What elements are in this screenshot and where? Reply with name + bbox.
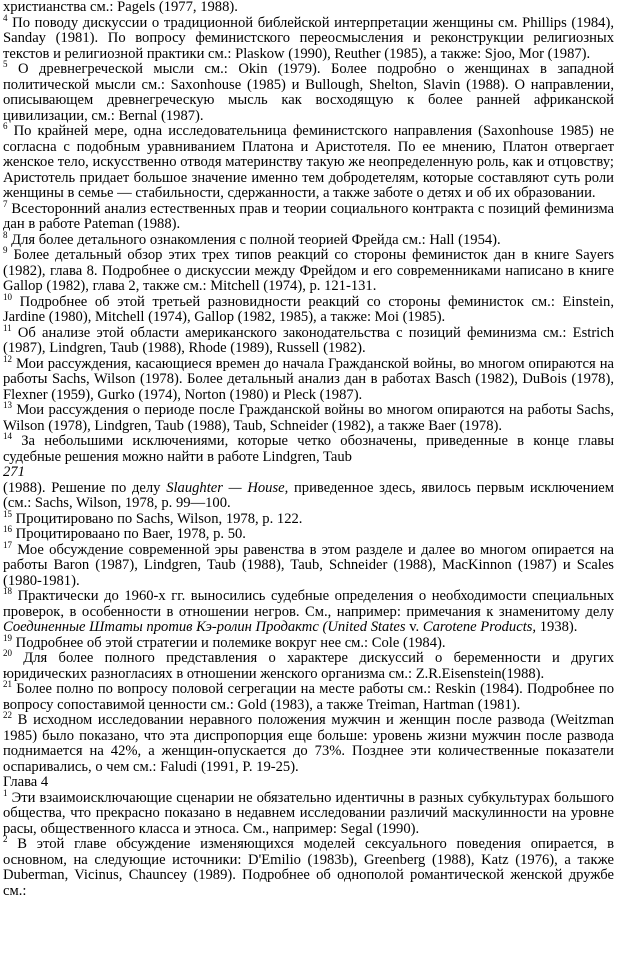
page-number: 271 (3, 464, 25, 480)
footnote-number: 2 (3, 834, 8, 844)
footnote-number: 19 (3, 632, 12, 643)
footnote-text: Подробнее об этой третьей разновидности реакций со стороны феминисток см.: Einstein, Jardine (1980), Mitchell (1974), Gallop (1982, 1985), а также: Moi (1985). (3, 293, 614, 325)
footnote-text: Мои рассуждения, касающиеся времен до начала Гражданской войны, во многом опираются на работы Sachs, Wilson (1978). Более детальный анализ дан в работах Basch (1982), DuBois (1978), Flexner (1959), Gurko (1974), Norton (1980) и Pleck (1987). (3, 355, 614, 403)
footnote-number: 15 (3, 508, 12, 519)
footnote-text: О древнегреческой мысли см.: Okin (1979). Более подробно о женщинах в западной политической мысли см.: Saxonhouse (1985) и Bullough, Shelton, Slavin (1988). О направлении, описывающем древнегреческую мысль как восходящую к более ранней африканской цивилизации, см.: Bernal (1987). (3, 61, 614, 124)
footnote-20 (3, 648, 615, 682)
footnote-number: 20 (3, 648, 12, 658)
footnote-number: 12 (3, 353, 12, 364)
footnote-text: Подробнее об этой стратегии и полемике вокруг нее см.: Cole (1984). (15, 634, 446, 651)
footnote-number: 10 (3, 291, 12, 302)
footnote-4 (3, 12, 614, 63)
footnote-11 (3, 322, 615, 357)
footnotes-block (3, 632, 615, 776)
footnote-22 (3, 710, 614, 775)
footnote-text: Всесторонний анализ естественных прав и теории социального контракта с позиций феминизма дан в работе Pateman (1988). (3, 200, 614, 232)
footnote-text: Более полно по вопросу половой сегрегации на месте работы см.: Reskin (1984). Подробнее по вопросу сопоставимой ценности см.: Gold (1983), а также Treiman, Hartman (1981). (3, 681, 614, 713)
footnote-1 (3, 787, 614, 838)
footnote-text: Об анализе этой области американского законодательства с позиций феминизма см.: Estrich (1987), Lindgren, Taub (1988), Rhode (1989), Russell (1982). (3, 324, 615, 356)
footnote-text: Мое обсуждение современной эры равенства в этом разделе и далее во многом опирается на работы Baron (1987), Lindgren, Taub (1988), Taub, Schneider (1988), MacKinnon (1987) и Scales (1980-1981). (3, 541, 614, 589)
footnote-16 (3, 524, 614, 543)
footnote-number: 6 (3, 121, 8, 131)
footnote-7 (3, 198, 614, 233)
footnote-text: Процитировано по Sachs, Wilson, 1978, p. 122. (15, 510, 303, 527)
footnote-number: 9 (3, 245, 8, 255)
footnote-text: Эти взаимоисключающие сценарии не обязательно идентичны в разных субкультурах большого общества, что прекрасно показано в недавнем исследовании различий маскулинности на уровне расы, общественного класса и этноса. См., например: Segal (1990). (3, 789, 614, 837)
footnote-number: 14 (3, 431, 12, 441)
footnote-17 (3, 539, 614, 590)
footnote-number: 16 (3, 524, 12, 534)
footnote-6 (3, 121, 614, 202)
footnotes-block (3, 787, 614, 900)
footnote-text: Более детальный обзор этих трех типов реакций со стороны феминисток дан в книге Sayers (1982), глава 8. Подробнее о дискуссии между Фрейдом и его современниками написано в книге Gallop (1982), глава 2, также см.: Mitchell (1974), p. 121-131. (3, 247, 614, 294)
footnote-number: 17 (3, 539, 12, 550)
footnote-number: 8 (3, 229, 8, 240)
footnote-21 (3, 679, 614, 713)
footnote-number: 13 (3, 400, 12, 410)
footnote-number: 4 (3, 12, 8, 23)
footnote-text: христианства см.: Pagels (1977, 1988). (3, 0, 238, 15)
footnote-text: Для более полного представления о характере дискуссий о беременности и других юридических разногласиях в отношении женского организма см.: Z.R.Eisenstein(1988). (3, 650, 615, 682)
footnote-number: 7 (3, 198, 8, 209)
footnote-text: Процитироваано по Baer, 1978, p. 50. (15, 526, 246, 542)
footnote-13 (3, 400, 615, 434)
footnote-10 (3, 291, 614, 326)
footnote-12 (3, 353, 614, 404)
footnotes-block (3, 508, 614, 590)
footnote-18: $^{18}$ Практически до 1960-х гг. выносились судебные определения о необходимости специальных проверок, в особенности в отношении негров. См., например: примечания к знаменитому делу Соединенные Штаты против Кэ-ролин Продактс (United States v. Carotene Products, 1938). (3, 586, 614, 635)
footnote-number: 22 (3, 710, 12, 720)
footnote-number: 5 (3, 59, 8, 69)
footnote-number: 11 (3, 322, 12, 333)
footnote-9 (3, 245, 614, 295)
footnote-text: Для более детального ознакомления с полной теорией Фрейда см.: Hall (1954). (11, 231, 501, 248)
chapter-heading: Глава 4 (3, 774, 49, 790)
footnotes-block (3, 0, 614, 465)
footnote-number: 21 (3, 679, 12, 689)
footnote-5 (3, 59, 614, 124)
footnote-text: В исходном исследовании неравного положения мужчин и женщин после развода (Weitzman 1985) было показано, что эта диспропорция еще больше: уровень жизни мужчин после развода поднимается на 42%, а женщин-опускается до 73%. Позднее эти количественные показатели оспаривались, о чем см.: Faludi (1991, P. 19-25). (3, 712, 614, 775)
footnote-text: По крайней мере, одна исследовательница феминистского направления (Saxonhouse 1985) не согласна с подобным уравниванием Платона и Аристотеля. По ее мнению, Платон отвергает женское тело, искусственно отводя материнству такую же неопределенную роль, как и отцовству; Аристотель придает большое значение именно тем добродетелям, которые составляют суть роли женщины в семье — стабильности, сдержанности, а также заботе о детях и об их образовании. (3, 123, 614, 201)
footnote-2 (3, 834, 614, 899)
footnote-number: 1 (3, 787, 8, 798)
footnote-continuation (3, 0, 614, 16)
footnote-14 (3, 431, 614, 465)
footnote-text: Мои рассуждения о периоде после Гражданской войны во многом опираются на работы Sachs, Wilson (1978), Lindgren, Taub (1988), Taub, Schneider (1982), а также Baer (1978). (3, 402, 615, 434)
footnote-15 (3, 508, 614, 528)
footnote-text: В этой главе обсуждение изменяющихся моделей сексуального поведения опирается, в основном, на следующие источники: D'Emilio (1983b), Greenberg (1988), Katz (1976), а также Duberman, Vicinus, Chauncey (1989). Подробнее об однополой романтической женской дружбе см.: (3, 836, 614, 899)
footnote-text: По поводу дискуссии о традиционной библейской интерпретации женщины см. Phillips (1984), Sanday (1981). По вопросу феминистского переосмысления и реконструкции религиозных текстов и религиозной практики см.: Plaskow (1990), Reuther (1985), а также: Sjoo, Mor (1987). (3, 14, 614, 62)
footnote-19 (3, 632, 614, 652)
footnote-8 (3, 229, 614, 249)
footnote-14-continuation: (1988). Решение по делу Slaughter — House, приведенное здесь, явилось первым исключением (см.: Sachs, Wilson, 1978, p. 99—100. (3, 479, 614, 511)
footnote-text: За небольшими исключениями, которые четко обозначены, приведенные в конце главы судебные решения можно найти в работе Lindgren, Taub (3, 433, 614, 465)
